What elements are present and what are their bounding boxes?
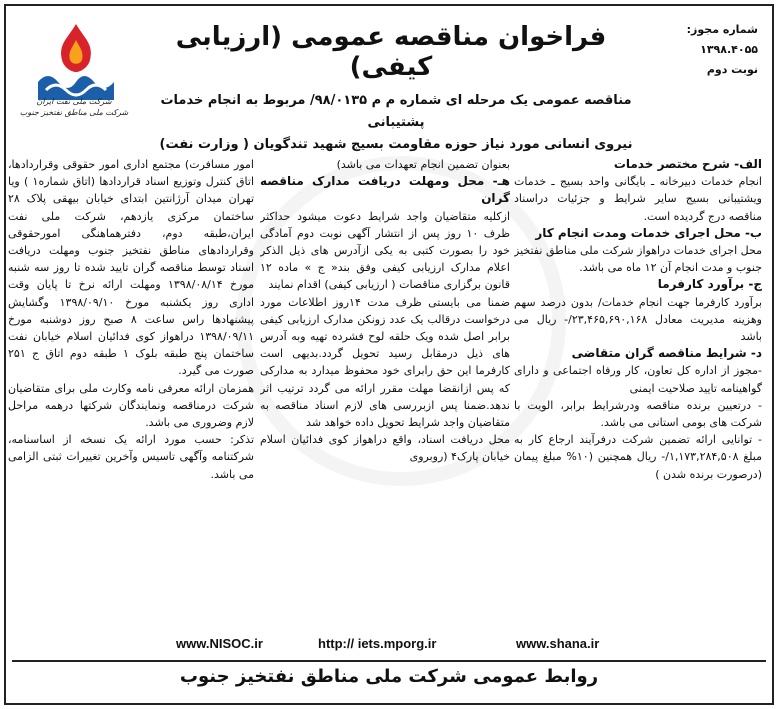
footer-divider: [12, 660, 766, 662]
section-d-item: -مجوز از اداره کل تعاون، کار ورفاه اجتماعی و دارای گواهینامه تایید صلاحیت ایمنی: [514, 364, 762, 395]
subtitle-line1: مناقصه عمومی یک مرحله ای شماره م م ۹۸/۰۱۳۵/ مربوط به انجام خدمات پشتیبانی: [160, 93, 632, 130]
section-c-text: برآورد کارفرما جهت انجام خدمات/ بدون درصد سهم وهزینه مدیریت معادل ۲۳,۴۶۵,۶۹۰,۱۶۸/- ریال می باشد: [514, 295, 762, 344]
logo-caption: [14, 96, 134, 118]
logo-caption-line1: شرکت ملی نفت ایران: [36, 97, 112, 106]
column-middle: [260, 156, 510, 626]
section-b-text: محل اجرای خدمات دراهواز شرکت ملی مناطق نفتخیز جنوب و مدت انجام آن ۱۲ ماه می باشد.: [514, 244, 762, 275]
column-left: [8, 156, 254, 626]
website-links: [6, 634, 772, 656]
permit-number: شماره مجوز: ۱۳۹۸.۴۰۵۵: [686, 23, 758, 56]
subtitle-line2: نیروی انسانی مورد نیاز حوزه مقاومت بسیج شهید تندگویان ( وزارت نفت): [159, 137, 633, 152]
reminder-text: تذکر: حسب مورد ارائه یک نسخه از اساسنامه، شرکتنامه وآگهی تاسیس وآخرین تغییرات ثبتی الزامی می باشد.: [8, 433, 254, 481]
shana-link[interactable]: www.shana.ir: [516, 636, 600, 651]
logo-caption-line2: شرکت ملی مناطق نفتخیز جنوب: [19, 108, 129, 117]
id-requirement-text: همزمان ارائه معرفی نامه وکارت ملی برای متقاضیان شرکت درمناقصه ونمایندگان شرکتها درهمه مراحل لازم وضروری می باشد.: [8, 381, 254, 430]
guarantee-note: بعنوان تضمین انجام تعهدات می باشد): [336, 158, 510, 171]
round-label: نوبت دوم: [706, 63, 758, 76]
header: [6, 6, 772, 154]
section-d-item: - درتعیین برنده مناقصه ودرشرایط برابر، الویت با شرکت های بومی استانی می باشد.: [514, 398, 762, 430]
section-a-text: انجام خدمات دبیرخانه ـ بایگانی واحد بسیج ـ خدمات ویشتیبانی بسیج سایر شرایط و جزئیات دراسناد مناقصه درج گردیده است.: [514, 175, 762, 223]
documents-text: ضمنا می بایستی ظرف مدت ۱۴روز اطلاعات مورد درخواست درقالب یک عدد زونکن مدارک ارزیابی کیفی برابر اصل شده ویک حلقه لوح فشرده تهیه وبه آدرس های ذیل درمقابل رسید تحویل گردد.بدیهی است کارفرما این حق رابرای خود محفوظ میدارد به مدارکی که پس ازانقضا مهلت مقرر ارائه می گردد ترتیب اثر ندهد.ضمنا پس ازبررسی های لازم اسناد مناقصه به متقاضیان واجد شرایط تحویل داده خواهد شد: [260, 295, 510, 430]
invitation-text: ازکلیه متقاضیان واجد شرایط دعوت میشود حداکثر ظرف ۱۰ روز پس از انتشار آگهی نوبت دوم آمادگی خود را بصورت کتبی به یکی ازآدرس های ذیل الذکر اعلام مدارک ارزیابی کیفی وفق بند« ج » ماده ۱۲ قانون برگزاری مناقصات ( ارزیابی کیفی) اقدام نمایند: [260, 209, 510, 292]
tender-notice: [4, 4, 774, 705]
nisoc-link[interactable]: www.NISOC.ir: [176, 636, 263, 651]
schedule-text: امور مسافرت) مجتمع اداری امور حقوقی وقراردادها، اتاق کنترل وتوزیع اسناد قراردادها (اتاق شماره۱ ) ویا تهران میدان آرژانتین ابتدای خیابان بیهقی پلاک ۲۸ ساختمان مرکزی یازدهم، شرکت ملی نفت ایران،طبقه دوم، دفترهماهنگی امورحقوقی وقراردادهای مناطق نفتخیز جنوب ومهلت دریافت اسناد توسط مناقصه گران تایید شده تا روز سه شنبه مورخ ۱۳۹۸/۰۸/۱۴ ومهلت ارائه نرخ تا پایان وقت اداری روز یکشنبه مورخ ۱۳۹۸/۰۹/۱۰ وگشایش پیشنهادها راس ساعت ۸ صبح روز دوشنبه مورخ ۱۳۹۸/۰۹/۱۱ دراهواز کوی فدائیان اسلام خیابان نفت ساختمان پنج طبقه بلوک ۱ طبقه دوم اتاق ج ۲۵۱ صورت می گیرد.: [8, 158, 254, 378]
section-d-heading: د- شرایط مناقصه گران متقاضی: [571, 346, 762, 361]
page-title: فراخوان مناقصه عمومی (ارزیابی کیفی): [175, 22, 607, 82]
section-c-heading: ج- برآورد کارفرما: [657, 277, 762, 292]
section-e-heading: هـ- محل ومهلت دریافت مدارک مناقصه گران: [260, 174, 510, 206]
column-right: [514, 156, 762, 626]
address-text: محل دریافت اسناد، واقع دراهواز کوی فدائیان اسلام خیابان پارک۴ (روبروی: [260, 433, 510, 464]
footer-public-relations: روابط عمومی شرکت ملی مناطق نفتخیز جنوب: [179, 666, 599, 687]
tender-subtitle: [146, 90, 646, 156]
section-a-heading: الف- شرح مختصر خدمات: [613, 157, 762, 171]
iets-link[interactable]: http:// iets.mporg.ir: [318, 636, 437, 651]
section-b-heading: ب- محل اجرای خدمات ومدت انجام کار: [535, 225, 762, 240]
notice-meta: [638, 20, 758, 80]
section-d-item: - توانایی ارائه تضمین شرکت درفرآیند ارجاع کار به مبلغ ۱,۱۷۳,۲۸۴,۵۰۸/- ریال همچنین (۱۰% مبلغ پیمان (درصورت برنده شدن ): [514, 433, 762, 481]
